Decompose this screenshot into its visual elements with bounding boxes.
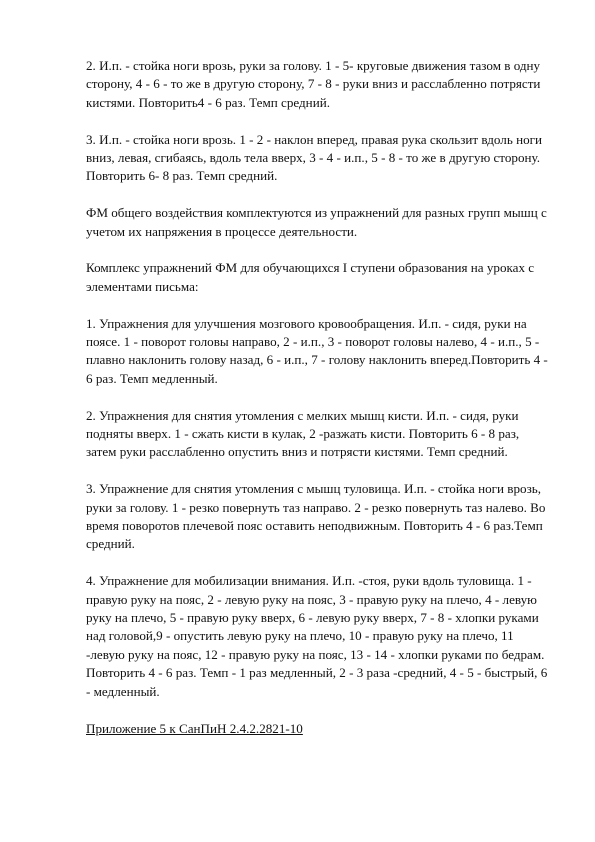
paragraph-torso-muscles: 3. Упражнение для снятия утомления с мышц туловища. И.п. - стойка ноги врозь, руки за голову. 1 - резко повернуть таз направо. 2 - резко повернуть таз налево. Во время поворотов плечевой пояс оставить неподвижным. Повторить 4 - 6 раз.Темп средний.	[86, 481, 546, 552]
paragraph-brain-circulation: 1. Упражнения для улучшения мозгового кровообращения. И.п. - сидя, руки на поясе. 1 - поворот головы направо, 2 - и.п., 3 - поворот головы налево, 4 - и.п., 5 - плавно наклонить голову назад, 6 - и.п., 7 - голову наклонить вперед.Повторить 4 - 6 раз. Темп медленный.	[86, 315, 548, 386]
paragraph-exercise-2-pelvis: 2. И.п. - стойка ноги врозь, руки за голову. 1 - 5- круговые движения тазом в одну сторону, 4 - 6 - то же в другую сторону, 7 - 8 - руки вниз и расслабленно потрясти кистями. Повторить4 - 6 раз. Темп средний.	[86, 58, 541, 110]
paragraph-hand-muscles: 2. Упражнения для снятия утомления с мелких мышц кисти. И.п. - сидя, руки подняты вверх. 1 - сжать кисти в кулак, 2 -разжать кисти. Повторить 6 - 8 раз, затем руки расслабленно опустить вниз и потрясти кистями. Темп средний.	[86, 407, 520, 460]
paragraph-complex-intro: Комплекс упражнений ФМ для обучающихся I ступени образования на уроках с элементами письма:	[86, 260, 535, 294]
paragraph-exercise-3-bend: 3. И.п. - стойка ноги врозь. 1 - 2 - наклон вперед, правая рука скользит вдоль ноги вниз, левая, сгибаясь, вдоль тела вверх, 3 - 4 - и.п., 5 - 8 - то же в другую сторону. Повторить 6- 8 раз. Темп средний.	[86, 131, 543, 184]
paragraph-general-fm: ФМ общего воздействия комплектуются из упражнений для разных групп мышц с учетом их напряжения в процессе деятельности.	[86, 205, 547, 239]
document-body	[86, 57, 552, 756]
paragraph-attention: 4. Упражнение для мобилизации внимания. И.п. -стоя, руки вдоль туловища. 1 - правую руку на пояс, 2 - левую руку на пояс, 3 - правую руку на плечо, 4 - левую руку на плечо, 5 - правую руку вверх, 6 - левую руку вверх, 7 - 8 - хлопки руками над головой,9 - опустить левую руку на плечо, 10 - правую руку на плечо, 11 -левую руку на пояс, 12 - правую руку на пояс, 13 - 14 - хлопки руками по бедрам. Повторить 4 - 6 раз. Темп - 1 раз медленный, 2 - 3 раза -средний, 4 - 5 - быстрый, 6 - медленный.	[86, 573, 548, 699]
appendix-link[interactable]: Приложение 5 к СанПиН 2.4.2.2821-10	[86, 720, 303, 736]
